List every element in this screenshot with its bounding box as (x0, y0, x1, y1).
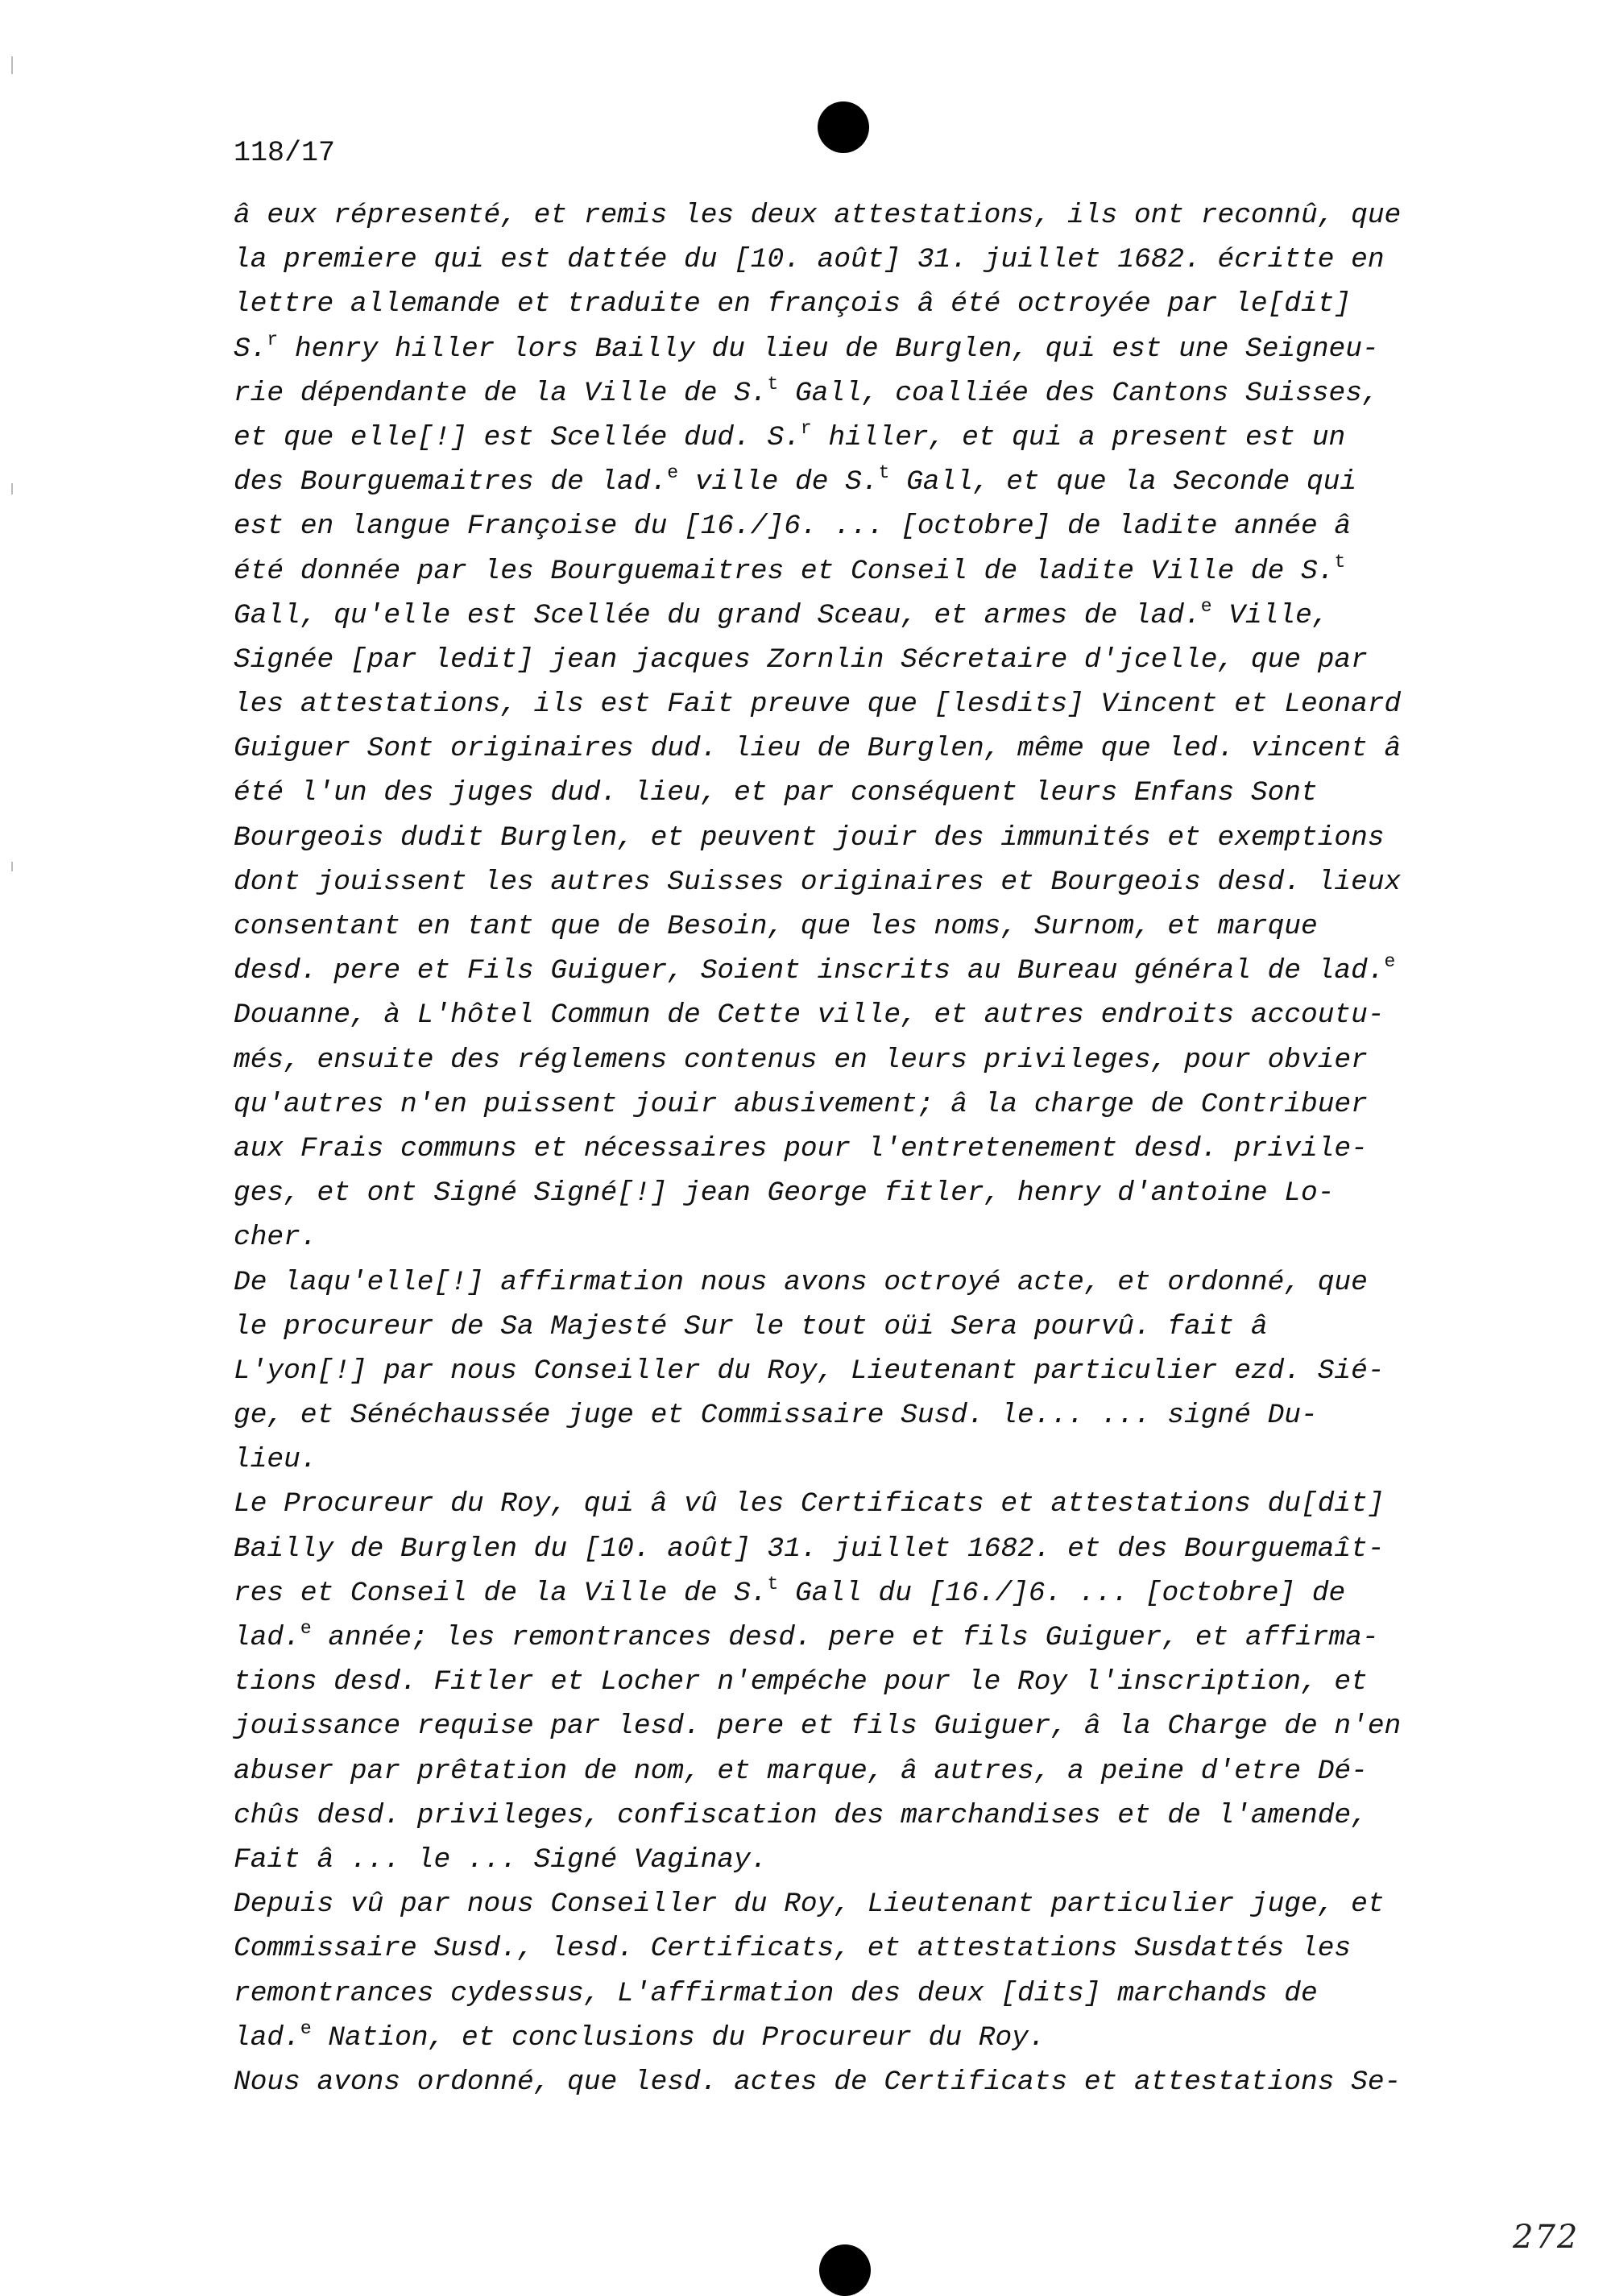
superscript: e (667, 462, 679, 484)
text-run: Bailly de Burglen du [10. août] 31. juillet 1682. et des Bourguemaît- (234, 1533, 1385, 1565)
text-run: ges, et ont Signé Signé[!] jean George fitler, henry d'antoine Lo- (234, 1177, 1335, 1210)
text-line (234, 860, 1490, 904)
text-line (234, 549, 1490, 594)
text-run: qu'autres n'en puissent jouir abusivement; â la charge de Contribuer (234, 1088, 1368, 1120)
text-line (234, 416, 1490, 460)
text-line (234, 1971, 1490, 2016)
text-run: dont jouissent les autres Suisses originaires et Bourgeois desd. lieux (234, 866, 1402, 898)
text-run: cher. (234, 1222, 317, 1254)
text-line (234, 1305, 1490, 1349)
text-run: Depuis vû par nous Conseiller du Roy, Lieutenant particulier juge, et (234, 1889, 1385, 1921)
text-run: est en langue Françoise du [16./]6. ... [octobre] de ladite année â (234, 511, 1352, 543)
text-run: Gall, coalliée des Cantons Suisses, (778, 377, 1379, 409)
text-line (234, 1660, 1490, 1704)
text-run: Ville, (1211, 599, 1329, 631)
text-run: lieu. (234, 1444, 317, 1476)
punch-hole-top (818, 101, 869, 153)
text-line (234, 371, 1490, 416)
edge-mark (11, 483, 13, 494)
text-run: Signée [par ledit] jean jacques Zornlin Sécretaire d'jcelle, que par (234, 643, 1368, 676)
text-run: S. (234, 333, 267, 365)
text-run: les attestations, ils est Fait preuve que [lesdits] Vincent et Leonard (234, 689, 1402, 721)
text-run: més, ensuite des réglemens contenus en leurs privileges, pour obvier (234, 1044, 1368, 1076)
text-run: le procureur de Sa Majesté Sur le tout oüi Sera pourvû. fait â (234, 1310, 1268, 1342)
text-run: lad. (234, 1622, 300, 1653)
superscript: t (767, 1573, 779, 1595)
text-run: remontrances cydessus, L'affirmation des deux [dits] marchands de (234, 1977, 1318, 2009)
text-run: la premiere qui est dattée du [10. août] 31. juillet 1682. écritte en (234, 244, 1385, 276)
text-line (234, 1082, 1490, 1127)
superscript: t (1334, 551, 1346, 573)
superscript: e (1200, 595, 1212, 617)
text-line (234, 1926, 1490, 1971)
text-run: des Bourguemaitres de lad. (234, 466, 668, 499)
punch-hole-bottom (819, 2244, 871, 2296)
text-line (234, 682, 1490, 726)
text-line (234, 1838, 1490, 1882)
transcription-text (234, 193, 1490, 2104)
page-identifier: 118/17 (234, 137, 336, 169)
text-run: Guiguer Sont originaires dud. lieu de Burglen, même que led. vincent â (234, 733, 1402, 765)
text-run: ge, et Sénéchaussée juge et Commissaire Susd. le... ... signé Du- (234, 1400, 1318, 1432)
superscript: r (800, 417, 812, 439)
text-run: henry hiller lors Bailly du lieu de Burglen, qui est une Seigneu- (278, 333, 1379, 365)
text-run: Gall, qu'elle est Scellée du grand Sceau, et armes de lad. (234, 599, 1201, 631)
text-run: jouissance requise par lesd. pere et fils Guiguer, â la Charge de n'en (234, 1711, 1402, 1743)
text-run: L'yon[!] par nous Conseiller du Roy, Lieutenant particulier ezd. Sié- (234, 1355, 1385, 1387)
text-line (234, 1393, 1490, 1438)
text-line (234, 327, 1490, 371)
text-line (234, 1127, 1490, 1171)
text-line (234, 460, 1490, 504)
text-run: Gall du [16./]6. ... [octobre] de (778, 1577, 1346, 1609)
text-run: Fait â ... le ... Signé Vaginay. (234, 1843, 768, 1876)
text-line (234, 638, 1490, 682)
text-line (234, 1349, 1490, 1393)
text-line (234, 904, 1490, 949)
handwritten-page-number: 272 (1513, 2219, 1580, 2256)
text-run: Le Procureur du Roy, qui â vû les Certificats et attestations du[dit] (234, 1488, 1385, 1520)
text-line (234, 238, 1490, 282)
text-run: été l'un des juges dud. lieu, et par conséquent leurs Enfans Sont (234, 777, 1318, 809)
text-line (234, 1704, 1490, 1748)
text-line (234, 771, 1490, 815)
text-run: aux Frais communs et nécessaires pour l'entretenement desd. privile- (234, 1132, 1368, 1165)
text-run: Nous avons ordonné, que lesd. actes de Certificats et attestations Se- (234, 2066, 1402, 2098)
superscript: e (1384, 951, 1396, 973)
superscript: r (267, 329, 279, 350)
text-run: desd. pere et Fils Guiguer, Soient inscrits au Bureau général de lad. (234, 955, 1385, 987)
edge-mark (11, 862, 13, 871)
text-run: lad. (234, 2021, 300, 2054)
text-run: res et Conseil de la Ville de S. (234, 1577, 768, 1609)
text-line (234, 193, 1490, 238)
text-line (234, 816, 1490, 860)
superscript: e (300, 1618, 312, 1639)
text-run: et que elle[!] est Scellée dud. S. (234, 421, 801, 453)
text-run: lettre allemande et traduite en françois â été octroyée par le[dit] (234, 288, 1352, 321)
text-line (234, 1215, 1490, 1260)
text-run: été donnée par les Bourguemaitres et Conseil de ladite Ville de S. (234, 555, 1335, 587)
text-run: De laqu'elle[!] affirmation nous avons octroyé acte, et ordonné, que (234, 1266, 1368, 1298)
text-line (234, 2060, 1490, 2104)
text-line (234, 282, 1490, 326)
text-run: Bourgeois dudit Burglen, et peuvent jouir des immunités et exemptions (234, 821, 1385, 854)
text-run: abuser par prêtation de nom, et marque, â autres, a peine d'etre Dé- (234, 1755, 1368, 1787)
text-line (234, 2016, 1490, 2060)
superscript: e (300, 2017, 312, 2039)
text-line (234, 594, 1490, 638)
text-line (234, 1615, 1490, 1660)
text-line (234, 1482, 1490, 1526)
edge-mark (11, 56, 13, 74)
text-line (234, 1571, 1490, 1615)
text-line (234, 949, 1490, 993)
superscript: t (767, 373, 779, 395)
text-line (234, 1438, 1490, 1482)
text-line (234, 993, 1490, 1037)
text-line (234, 1260, 1490, 1305)
text-line (234, 1527, 1490, 1571)
text-line (234, 1749, 1490, 1793)
text-run: â eux répresenté, et remis les deux attestations, ils ont reconnû, que (234, 200, 1402, 231)
superscript: t (878, 462, 890, 484)
text-line (234, 1882, 1490, 1926)
text-line (234, 726, 1490, 771)
text-run: année; les remontrances desd. pere et fils Guiguer, et affirma- (311, 1622, 1379, 1653)
text-run: Nation, et conclusions du Procureur du Roy. (311, 2021, 1046, 2054)
text-line (234, 1038, 1490, 1082)
text-run: tions desd. Fitler et Locher n'empéche pour le Roy l'inscription, et (234, 1666, 1368, 1698)
text-line (234, 1793, 1490, 1838)
text-run: rie dépendante de la Ville de S. (234, 377, 768, 409)
text-run: ville de S. (678, 466, 879, 499)
text-run: consentant en tant que de Besoin, que les noms, Surnom, et marque (234, 911, 1318, 942)
text-run: hiller, et qui a present est un (811, 421, 1346, 453)
text-run: chûs desd. privileges, confiscation des marchandises et de l'amende, (234, 1799, 1368, 1831)
text-line (234, 1171, 1490, 1215)
text-line (234, 504, 1490, 548)
text-run: Commissaire Susd., lesd. Certificats, et attestations Susdattés les (234, 1933, 1352, 1965)
text-run: Douanne, à L'hôtel Commun de Cette ville, et autres endroits accoutu- (234, 999, 1385, 1032)
text-run: Gall, et que la Seconde qui (889, 466, 1357, 499)
